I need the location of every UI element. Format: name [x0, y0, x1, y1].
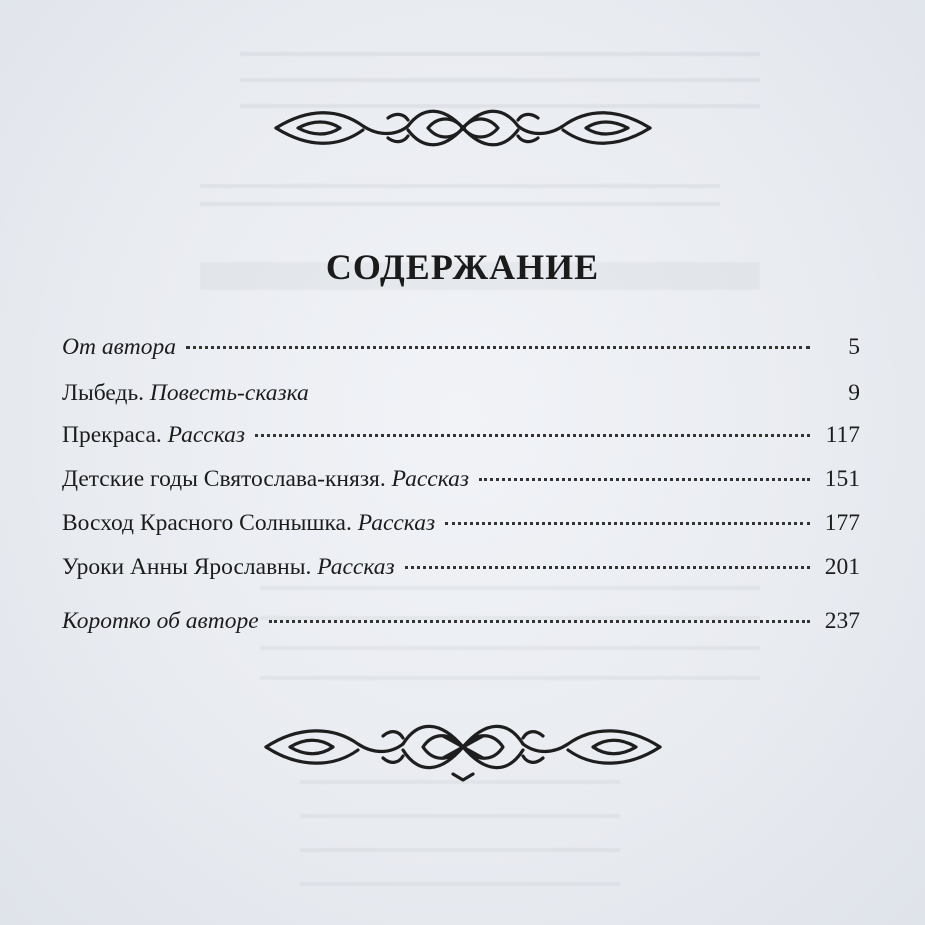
- toc-entry[interactable]: [62, 330, 860, 364]
- show-through-texture: [200, 170, 720, 210]
- dot-leader: [269, 620, 810, 623]
- toc-entry-title: Уроки Анны Ярославны. Рассказ: [62, 554, 395, 580]
- toc-entry-title: Прекраса. Рассказ: [62, 422, 246, 448]
- toc-page-number: 117: [825, 422, 860, 448]
- toc-page-number: 9: [848, 380, 860, 406]
- toc-page-number: 5: [848, 334, 860, 360]
- toc-entry[interactable]: [62, 462, 860, 496]
- toc-entry-genre: Рассказ: [317, 554, 395, 580]
- toc-entry-genre: Рассказ: [167, 422, 246, 448]
- toc-entry-genre: От автора: [62, 334, 176, 360]
- dot-leader: [319, 392, 810, 395]
- dot-leader: [186, 346, 810, 349]
- bottom-ornament: [0, 712, 925, 782]
- toc-page-number: 177: [824, 510, 860, 536]
- toc-entry-title: Лыбедь. Повесть-сказка: [62, 380, 309, 406]
- dot-leader: [405, 566, 810, 569]
- toc-entry-genre: Повесть-сказка: [149, 380, 309, 406]
- toc-entry[interactable]: [62, 506, 860, 540]
- toc-entry-genre: Рассказ: [357, 510, 436, 536]
- page-title: СОДЕРЖАНИЕ: [325, 247, 600, 287]
- toc-page-number: 151: [824, 466, 860, 492]
- toc-page-number: 237: [824, 608, 860, 634]
- toc-entry-title: Детские годы Святослава-князя. Рассказ: [62, 466, 470, 492]
- toc-entry-genre: Рассказ: [391, 466, 470, 492]
- toc-entry[interactable]: [62, 550, 860, 584]
- dot-leader: [445, 522, 810, 525]
- toc-entry[interactable]: [62, 604, 860, 638]
- dot-leader: [255, 434, 810, 437]
- toc-page-number: 201: [824, 554, 860, 580]
- dot-leader: [479, 478, 810, 481]
- toc-entry[interactable]: [62, 418, 860, 452]
- top-ornament: [0, 98, 925, 158]
- celtic-knot-ornament-icon: [258, 712, 668, 782]
- celtic-knot-ornament-icon: [268, 98, 658, 158]
- toc-entry-title: Восход Красного Солнышка. Рассказ: [62, 510, 436, 536]
- toc-entry-genre: Коротко об авторе: [62, 608, 259, 634]
- toc-entry-title: [62, 330, 176, 364]
- toc-entry[interactable]: [62, 376, 860, 410]
- toc-entry-title: [62, 604, 259, 638]
